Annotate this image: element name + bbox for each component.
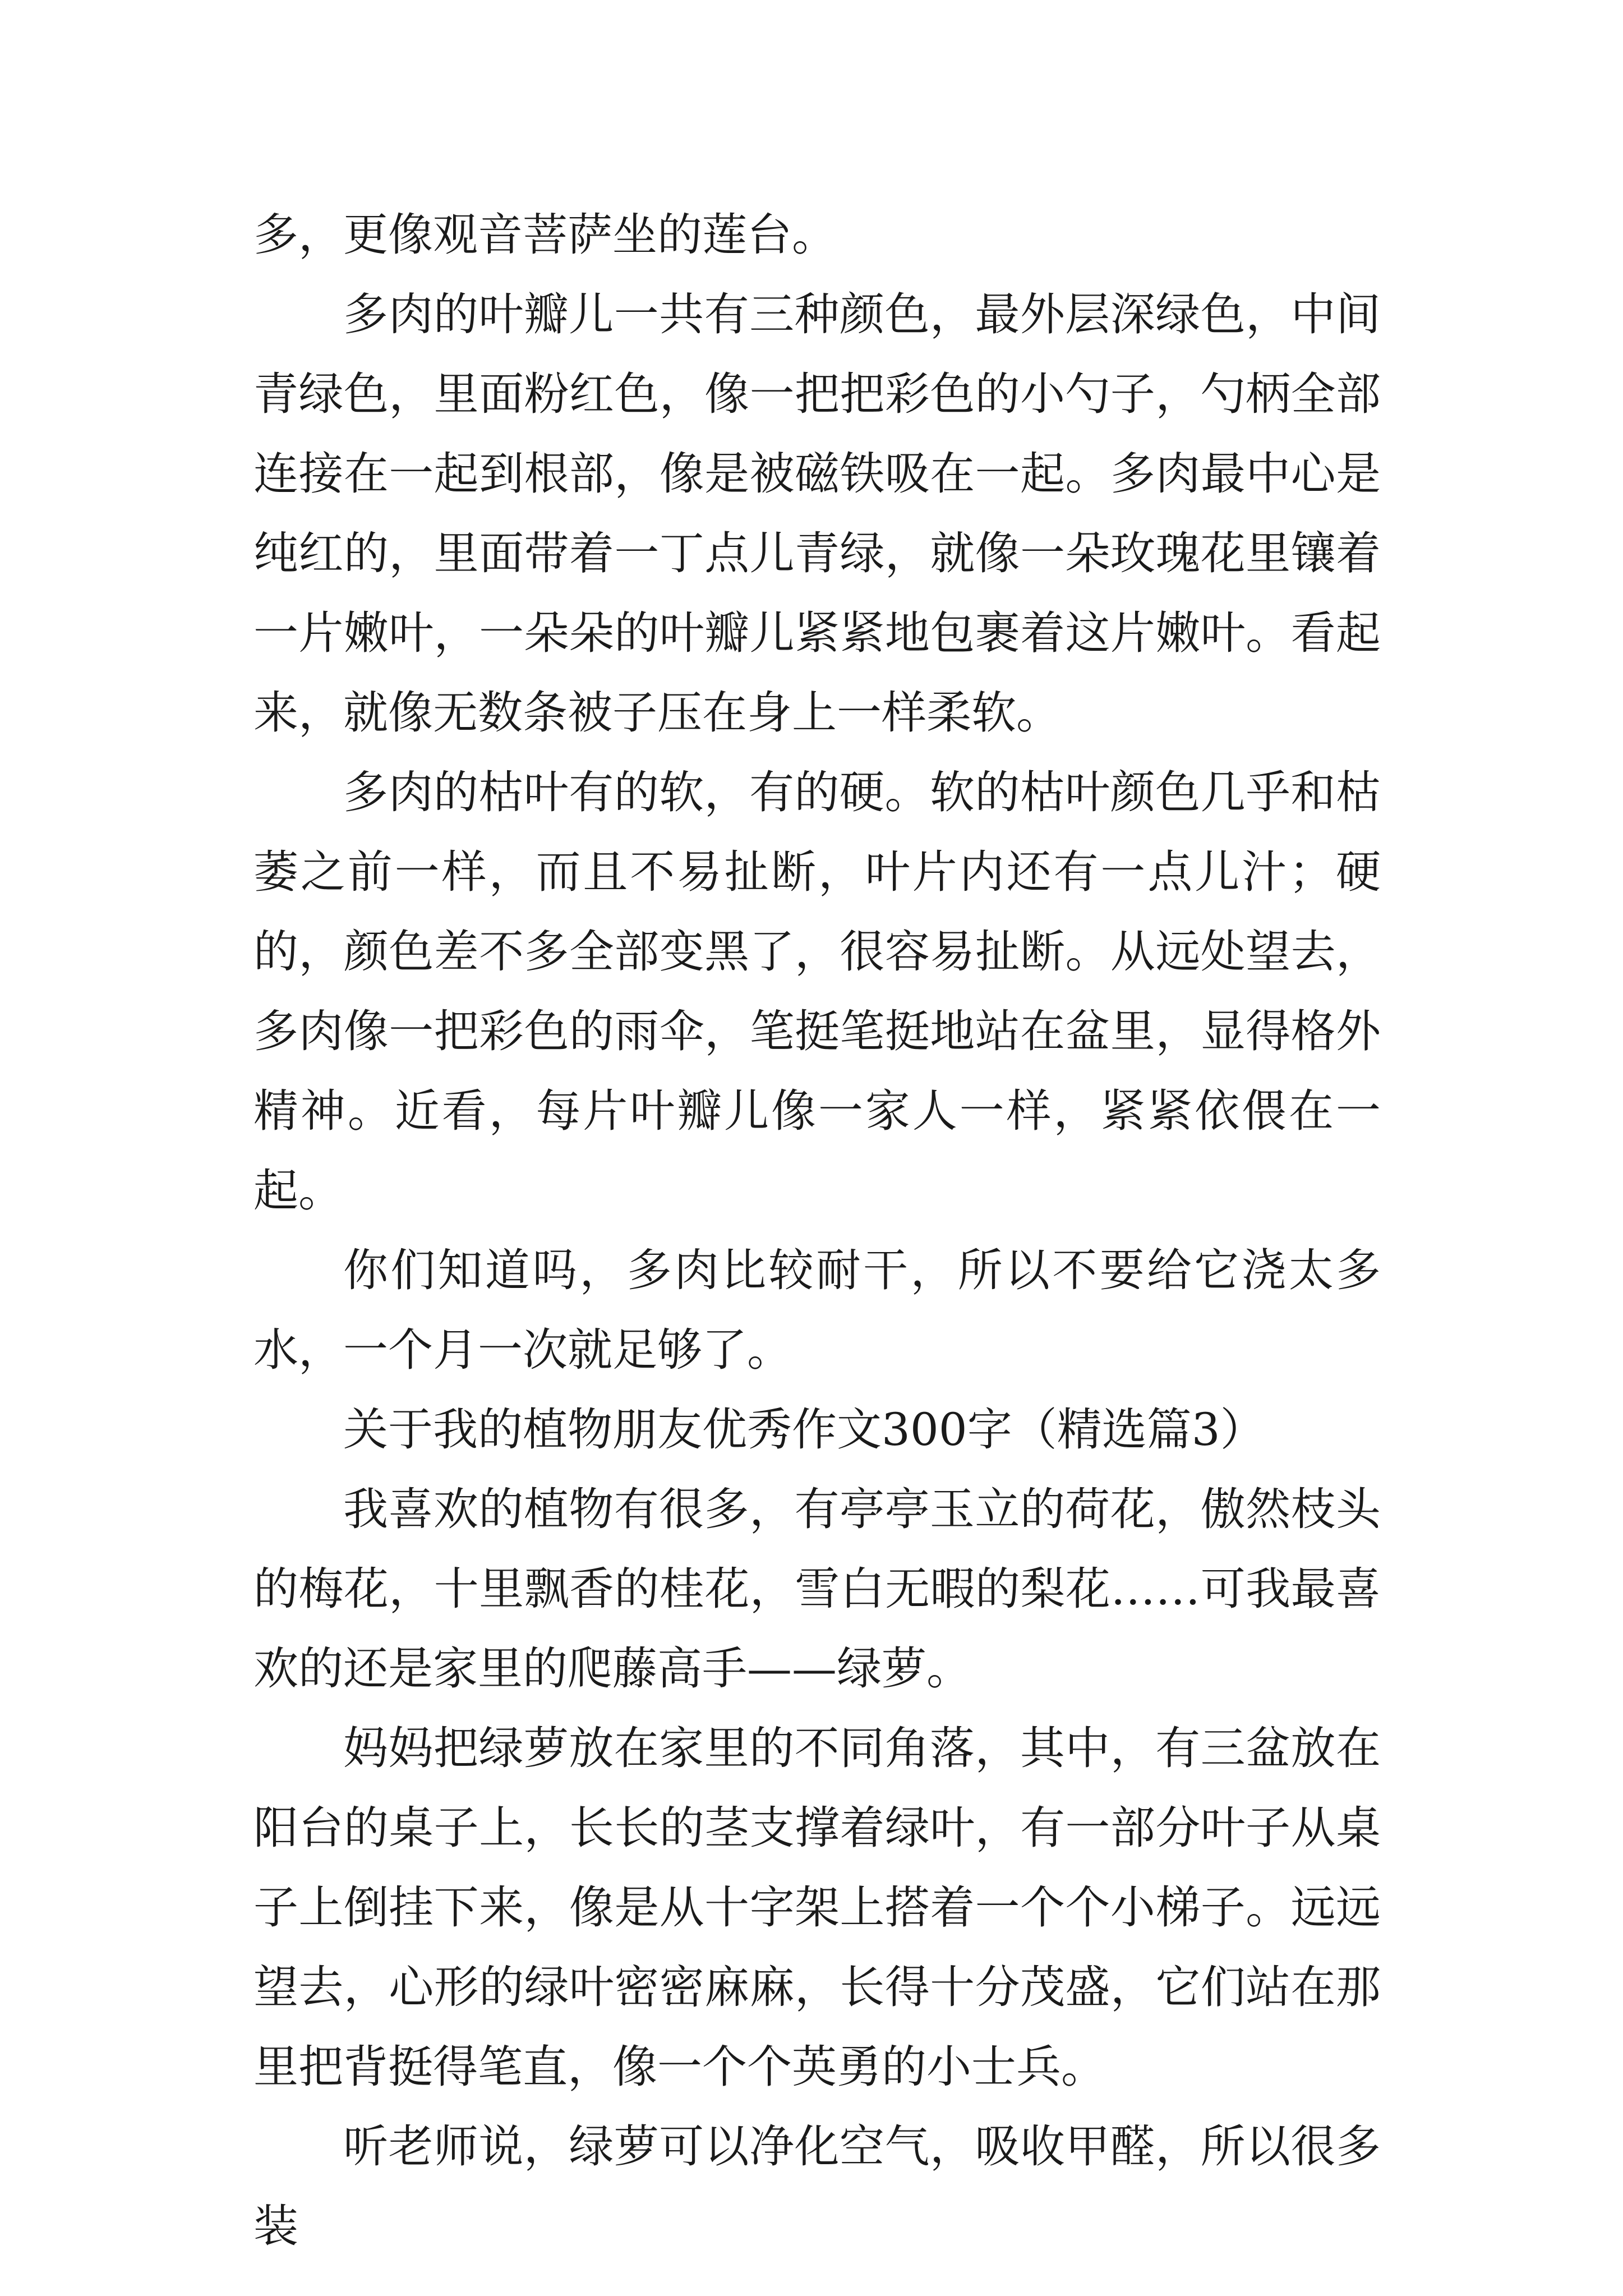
paragraph-favorite-plants: 我喜欢的植物有很多，有亭亭玉立的荷花，傲然枝头的梅花，十里飘香的桂花，雪白无暇的梨花……可我最喜欢的还是家里的爬藤高手——绿萝。 bbox=[253, 1483, 1381, 1695]
paragraph-pothos-placement: 妈妈把绿萝放在家里的不同角落，其中，有三盆放在阳台的桌子上，长长的茎支撑着绿叶，有一部分叶子从桌子上倒挂下来，像是从十字架上搭着一个个小梯子。远远望去，心形的绿叶密密麻麻，长得十分茂盛，它们站在那里把背挺得笔直，像一个个英勇的小士兵。 bbox=[253, 1722, 1381, 2093]
section-heading: 关于我的植物朋友优秀作文300字（精选篇3） bbox=[343, 1404, 1265, 1456]
paragraph-continuation: 多，更像观音菩萨坐的莲台。 bbox=[253, 209, 837, 261]
paragraph-watering: 你们知道吗，多肉比较耐干，所以不要给它浇太多水，一个月一次就足够了。 bbox=[253, 1244, 1381, 1376]
paragraph-air-purify: 听老师说，绿萝可以净化空气，吸收甲醛，所以很多装 bbox=[253, 2120, 1381, 2252]
article-body bbox=[253, 195, 1381, 2266]
paragraph-leaf-colors: 多肉的叶瓣儿一共有三种颜色，最外层深绿色，中间青绿色，里面粉红色，像一把把彩色的小勺子，勺柄全部连接在一起到根部，像是被磁铁吸在一起。多肉最中心是纯红的，里面带着一丁点儿青绿，就像一朵玫瑰花里镶着一片嫩叶，一朵朵的叶瓣儿紧紧地包裹着这片嫩叶。看起来，就像无数条被子压在身上一样柔软。 bbox=[253, 288, 1381, 739]
paragraph-dry-leaves: 多肉的枯叶有的软，有的硬。软的枯叶颜色几乎和枯萎之前一样，而且不易扯断，叶片内还有一点儿汁；硬的，颜色差不多全部变黑了，很容易扯断。从远处望去，多肉像一把彩色的雨伞，笔挺笔挺地站在盆里，显得格外精神。近看，每片叶瓣儿像一家人一样，紧紧依偎在一起。 bbox=[253, 766, 1381, 1217]
